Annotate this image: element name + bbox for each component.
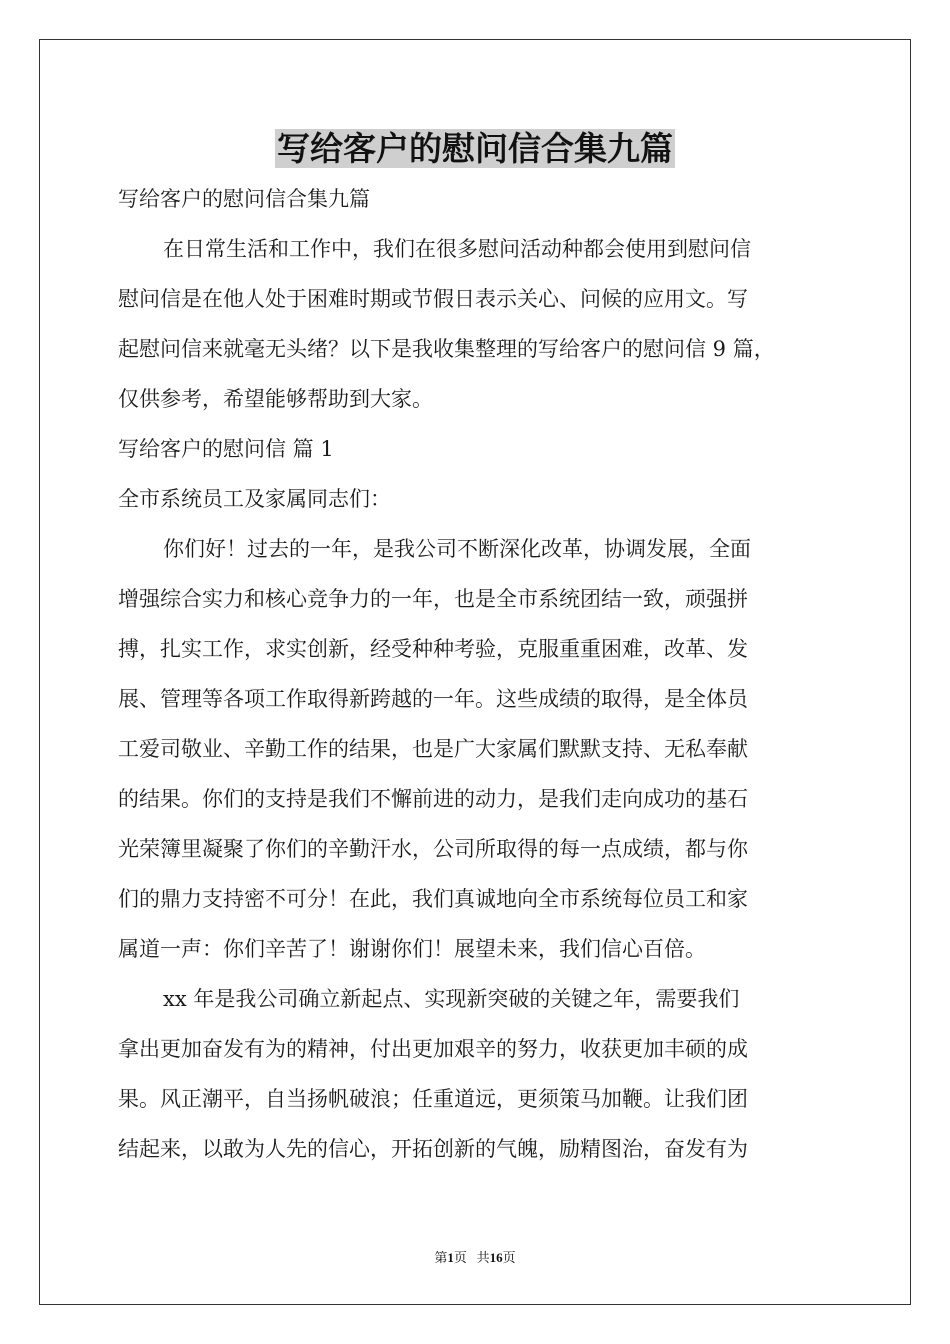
footer-total-prefix: 共 bbox=[476, 1250, 490, 1265]
footer-page-number: 1 bbox=[447, 1250, 454, 1265]
paragraph-line: 你们好！过去的一年，是我公司不断深化改革，协调发展，全面 bbox=[163, 537, 751, 561]
paragraph-line: 结起来，以敢为人先的信心，开拓创新的气魄，励精图治，奋发有为 bbox=[118, 1137, 748, 1161]
paragraph-line: 慰问信是在他人处于困难时期或节假日表示关心、问候的应用文。写 bbox=[118, 287, 748, 311]
paragraph-line: 拿出更加奋发有为的精神，付出更加艰辛的努力，收获更加丰硕的成 bbox=[118, 1037, 748, 1061]
paragraph-line: 属道一声：你们辛苦了！谢谢你们！展望未来，我们信心百倍。 bbox=[118, 937, 706, 961]
paragraph-line: xx 年是我公司确立新起点、实现新突破的关键之年，需要我们 bbox=[163, 987, 740, 1011]
paragraph-line: 起慰问信来就毫无头绪？以下是我收集整理的写给客户的慰问信 9 篇， bbox=[118, 337, 775, 361]
section-heading: 写给客户的慰问信 篇 1 bbox=[118, 437, 334, 461]
paragraph-line: 仅供参考，希望能够帮助到大家。 bbox=[118, 387, 433, 411]
subtitle-line: 写给客户的慰问信合集九篇 bbox=[118, 187, 370, 211]
paragraph-line: 工爱司敬业、辛勤工作的结果，也是广大家属们默默支持、无私奉献 bbox=[118, 737, 748, 761]
paragraph-line: 在日常生活和工作中，我们在很多慰问活动种都会使用到慰问信 bbox=[163, 237, 751, 261]
paragraph-line: 果。风正潮平，自当扬帆破浪；任重道远，更须策马加鞭。让我们团 bbox=[118, 1087, 748, 1111]
paragraph-line: 们的鼎力支持密不可分！在此，我们真诚地向全市系统每位员工和家 bbox=[118, 887, 748, 911]
page-footer bbox=[0, 1247, 950, 1266]
paragraph-line: 光荣簿里凝聚了你们的辛勤汗水，公司所取得的每一点成绩，都与你 bbox=[118, 837, 748, 861]
paragraph-line: 增强综合实力和核心竞争力的一年，也是全市系统团结一致，顽强拼 bbox=[118, 587, 748, 611]
paragraph-line: 搏，扎实工作，求实创新，经受种种考验，克服重重困难，改革、发 bbox=[118, 637, 748, 661]
document-title bbox=[0, 126, 950, 172]
document-title-text: 写给客户的慰问信合集九篇 bbox=[277, 129, 673, 168]
paragraph-line: 展、管理等各项工作取得新跨越的一年。这些成绩的取得，是全体员 bbox=[118, 687, 748, 711]
footer-page-suffix: 页 bbox=[453, 1250, 467, 1265]
salutation-line: 全市系统员工及家属同志们： bbox=[118, 487, 391, 511]
footer-total-suffix: 页 bbox=[502, 1250, 516, 1265]
footer-page-prefix: 第 bbox=[434, 1250, 448, 1265]
footer-total-pages: 16 bbox=[489, 1250, 503, 1265]
paragraph-line: 的结果。你们的支持是我们不懈前进的动力，是我们走向成功的基石 bbox=[118, 787, 748, 811]
page-border bbox=[39, 39, 911, 1305]
